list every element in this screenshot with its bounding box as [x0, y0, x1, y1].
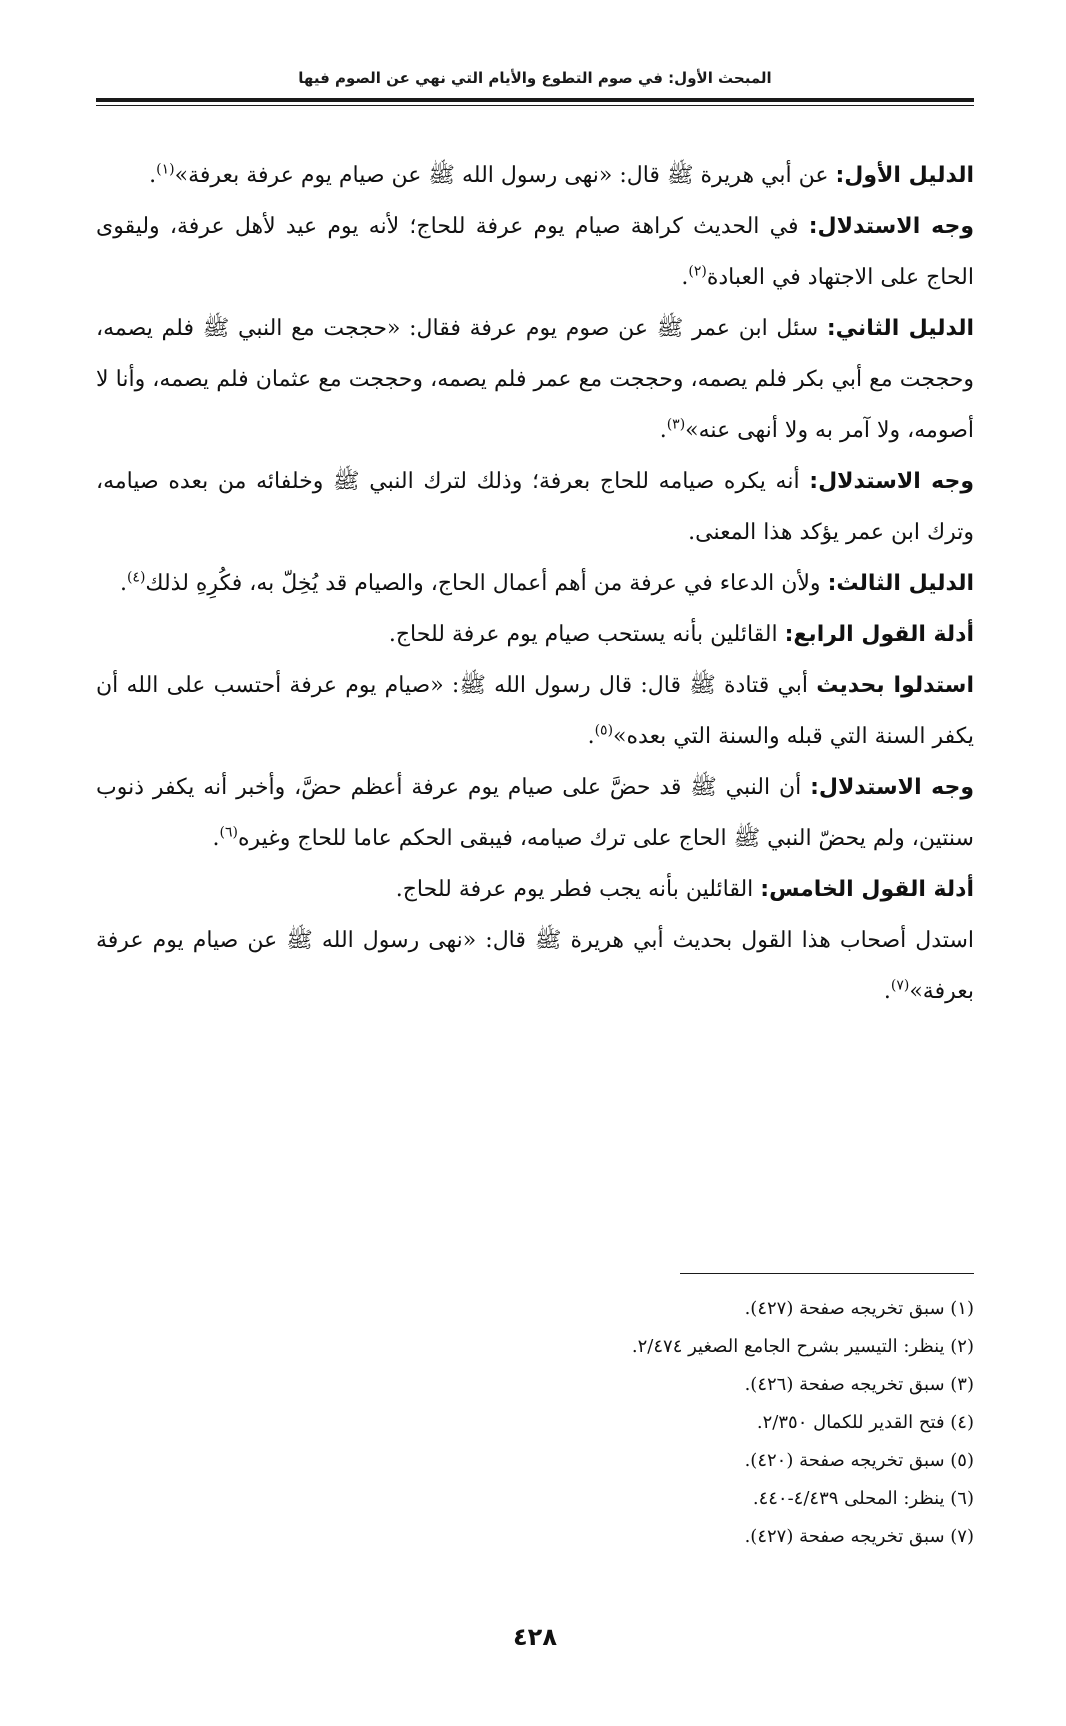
paragraph-text: أن النبي ﷺ قد حضَّ على صيام يوم عرفة أعظم حضَّ، وأخبر أنه يكفر ذنوب سنتين، ولم يحضّ النبي ﷺ الحاج على ترك صيامه، فيبقى الحكم عاما للحاج وغيره: [96, 775, 974, 851]
paragraph-text: القائلين بأنه يستحب صيام يوم عرفة للحاج.: [388, 622, 785, 647]
paragraph-end: .: [681, 265, 689, 290]
footnote-ref: (٣): [666, 416, 686, 433]
paragraph-text: القائلين بأنه يجب فطر يوم عرفة للحاج.: [395, 877, 761, 902]
footnote-ref: (٥): [594, 722, 614, 739]
body-text: [96, 150, 974, 1017]
paragraph-fourth-opinion: [96, 609, 974, 660]
footnote-item: (٣) سبق تخريجه صفحة (٤٢٦).: [744, 1374, 974, 1395]
paragraph-lead: وجه الاستدلال:: [809, 469, 974, 494]
paragraph-lead: وجه الاستدلال:: [810, 775, 975, 800]
paragraph-lead: أدلة القول الرابع:: [784, 622, 974, 647]
paragraph-lead: الدليل الثاني:: [826, 316, 975, 341]
footnote-ref: (٢): [688, 263, 707, 280]
footnote-item: (٦) ينظر: المحلى ٤/٤٣٩-٤٤٠.: [752, 1488, 974, 1509]
header-rule-thin: [96, 105, 974, 106]
footnote-ref: (٦): [219, 824, 238, 841]
paragraph-second-evidence: [96, 303, 974, 456]
footnote-item: (٢) ينظر: التيسير بشرح الجامع الصغير ٢/٤٧٤.: [631, 1336, 974, 1357]
footnote-ref: (٧): [890, 977, 910, 994]
paragraph-text: استدل أصحاب هذا القول بحديث أبي هريرة ﷺ قال: «نهى رسول الله ﷺ عن صيام يوم عرفة بعرفة»: [96, 928, 974, 1004]
paragraph-end: .: [149, 163, 157, 188]
paragraph-evidence-abu-huraira: [96, 915, 974, 1017]
footnote-item: (٧) سبق تخريجه صفحة (٤٢٧).: [744, 1526, 974, 1547]
paragraph-third-evidence: [96, 558, 974, 609]
header-rule: [96, 98, 974, 102]
paragraph-text: ولأن الدعاء في عرفة من أهم أعمال الحاج، والصيام قد يُخِلّ به، فكُرِهِ لذلك: [145, 571, 828, 596]
paragraph-text: أبي قتادة ﷺ قال: قال رسول الله ﷺ: «صيام يوم عرفة أحتسب على الله أن يكفر السنة التي قبله والسنة التي بعده»: [96, 673, 974, 749]
paragraph-text: أنه يكره صيامه للحاج بعرفة؛ وذلك لترك النبي ﷺ وخلفائه من بعده صيامه، وترك ابن عمر يؤكد هذا المعنى.: [96, 469, 974, 545]
footnote-ref: (١): [156, 161, 175, 178]
paragraph-lead: أدلة القول الخامس:: [760, 877, 974, 902]
paragraph-text: عن أبي هريرة ﷺ قال: «نهى رسول الله ﷺ عن صيام يوم عرفة بعرفة»: [174, 163, 836, 188]
footnotes: [96, 1290, 974, 1556]
footnote-ref: (٤): [126, 569, 146, 586]
paragraph-end: .: [659, 418, 667, 443]
page-number: ٤٢٨: [513, 1623, 557, 1651]
paragraph-text: في الحديث كراهة صيام يوم عرفة للحاج؛ لأنه يوم عيد لأهل عرفة، وليقوى الحاج على الاجتهاد في العبادة: [96, 214, 974, 290]
paragraph-fifth-opinion: [96, 864, 974, 915]
paragraph-hadith-abu-qatada: [96, 660, 974, 762]
paragraph-inference-1: [96, 201, 974, 303]
footnote-separator: [680, 1273, 974, 1274]
paragraph-lead: الدليل الأول:: [835, 163, 974, 188]
page: [96, 0, 974, 1726]
footnote-item: (١) سبق تخريجه صفحة (٤٢٧).: [744, 1298, 974, 1319]
paragraph-end: .: [119, 571, 127, 596]
paragraph-text: سئل ابن عمر ﷺ عن صوم يوم عرفة فقال: «حججت مع النبي ﷺ فلم يصمه، وحججت مع أبي بكر فلم يصمه، وحججت مع عمر فلم يصمه، وحججت مع عثمان فلم يصمه، وأنا لا أصومه، ولا آمر به ولا أنهى عنه»: [96, 316, 974, 443]
paragraph-lead: استدلوا بحديث: [816, 673, 974, 698]
footnote-item: (٤) فتح القدير للكمال ٢/٣٥٠.: [756, 1412, 974, 1433]
paragraph-lead: وجه الاستدلال:: [808, 214, 975, 239]
paragraph-inference-2: [96, 456, 974, 558]
paragraph-end: .: [212, 826, 220, 851]
paragraph-end: .: [587, 724, 595, 749]
paragraph-inference-3: [96, 762, 974, 864]
paragraph-lead: الدليل الثالث:: [827, 571, 974, 596]
paragraph-end: .: [883, 979, 891, 1004]
footnote-item: (٥) سبق تخريجه صفحة (٤٢٠).: [744, 1450, 974, 1471]
running-header: المبحث الأول: في صوم التطوع والأيام التي نهي عن الصوم فيها: [298, 69, 772, 87]
paragraph-first-evidence: [96, 150, 974, 201]
